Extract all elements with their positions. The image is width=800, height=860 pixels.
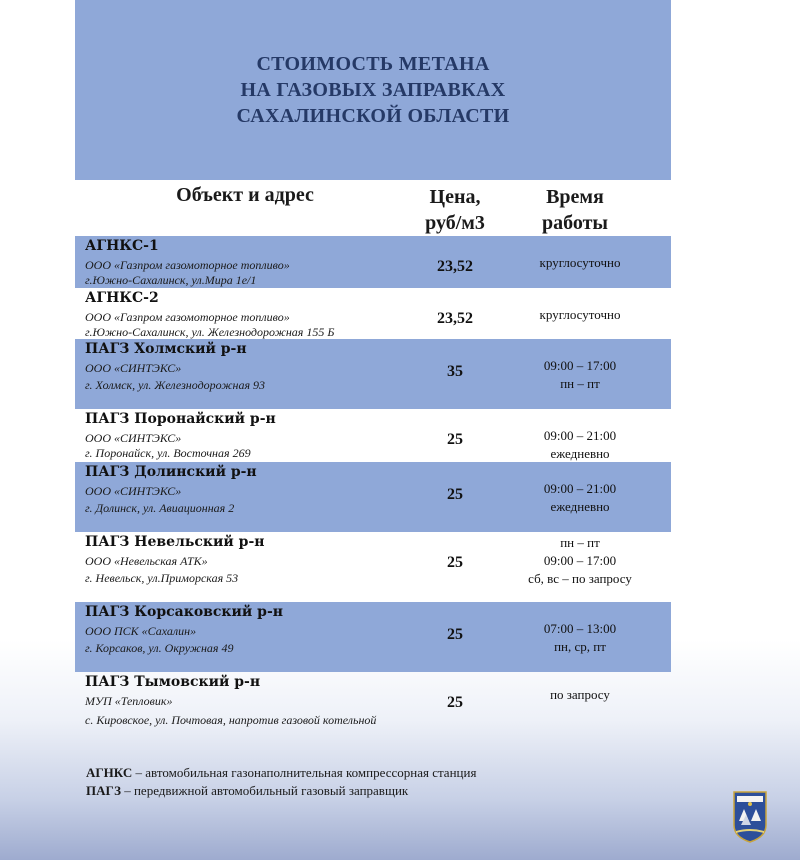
title-line-1: СТОИМОСТЬ МЕТАНА (256, 53, 490, 75)
station-price: 25 (447, 694, 463, 711)
column-hours-line-1: Время (546, 186, 604, 208)
station-name: ПАГЗ Поронайский р-н (85, 411, 276, 427)
station-price: 25 (447, 554, 463, 571)
legend-item (86, 764, 476, 782)
column-price (405, 184, 505, 236)
station-address: г. Невельск, ул.Приморская 53 (85, 571, 239, 585)
station-hours (515, 620, 645, 656)
hours-line: пн – пт (560, 376, 600, 391)
station-address: г.Южно-Сахалинск, ул. Железнодорожная 155 Б (85, 325, 335, 339)
column-price-line-1: Цена, (429, 186, 481, 208)
station-price: 25 (447, 486, 463, 503)
hours-line: 09:00 – 17:00 (543, 553, 617, 568)
station-org: ООО «Газпром газомоторное топливо» (85, 310, 290, 324)
station-price: 25 (447, 431, 463, 448)
hours-line: 09:00 – 17:00 (543, 358, 617, 373)
station-org: ООО «СИНТЭКС» (85, 431, 182, 445)
table-row (75, 288, 671, 339)
station-name: ПАГЗ Невельский р-н (85, 534, 265, 550)
hours-line: ежедневно (550, 446, 610, 461)
legend-text: – автомобильная газонаполнительная компрессорная станция (132, 765, 477, 780)
station-address: с. Кировское, ул. Почтовая, напротив газовой котельной (85, 713, 377, 727)
station-org: ООО «СИНТЭКС» (85, 484, 182, 498)
table-row (75, 532, 671, 602)
title-line-3: САХАЛИНСКОЙ ОБЛАСТИ (236, 105, 510, 127)
station-address: г.Южно-Сахалинск, ул.Мира 1е/1 (85, 273, 257, 287)
station-address: г. Холмск, ул. Железнодорожная 93 (85, 378, 266, 392)
table-row (75, 462, 671, 532)
hours-line: 09:00 – 21:00 (543, 428, 617, 443)
table-row (75, 672, 671, 752)
station-org: ООО «СИНТЭКС» (85, 361, 182, 375)
hours-line: пн, ср, пт (554, 639, 606, 654)
legend-abbr: АГНКС (86, 765, 133, 780)
legend-abbr: ПАГЗ (86, 783, 121, 798)
station-name: ПАГЗ Долинский р-н (85, 464, 257, 480)
hours-line: 09:00 – 21:00 (543, 481, 617, 496)
station-hours (515, 686, 645, 704)
station-org: ООО «Газпром газомоторное топливо» (85, 258, 290, 272)
hours-line: круглосуточно (539, 307, 621, 322)
station-address: г. Корсаков, ул. Окружная 49 (85, 641, 234, 655)
station-price: 23,52 (437, 258, 473, 275)
column-object: Объект и адрес (176, 184, 314, 206)
title-line-2: НА ГАЗОВЫХ ЗАПРАВКАХ (240, 79, 506, 101)
hours-line: ежедневно (550, 499, 610, 514)
station-address: г. Долинск, ул. Авиационная 2 (85, 501, 235, 515)
stations-table (75, 236, 671, 752)
table-row (75, 409, 671, 462)
station-hours (515, 306, 645, 324)
station-hours (515, 254, 645, 272)
station-address: г. Поронайск, ул. Восточная 269 (85, 446, 251, 460)
station-price: 35 (447, 363, 463, 380)
table-row (75, 339, 671, 409)
station-org: МУП «Тепловик» (85, 694, 173, 708)
station-name: ПАГЗ Тымовский р-н (85, 674, 261, 690)
hours-line: 07:00 – 13:00 (543, 621, 617, 636)
station-hours (515, 357, 645, 393)
legend-text: – передвижной автомобильный газовый заправщик (120, 783, 409, 798)
hours-line: по запросу (550, 687, 610, 702)
hours-line: пн – пт (560, 535, 600, 550)
sakhalin-coat-of-arms-icon (733, 791, 767, 843)
column-price-line-2: руб/м3 (425, 212, 485, 234)
station-name: АГНКС-2 (85, 290, 159, 306)
table-row (75, 236, 671, 288)
station-price: 25 (447, 626, 463, 643)
station-price: 23,52 (437, 310, 473, 327)
station-name: ПАГЗ Корсаковский р-н (85, 604, 284, 620)
station-org: ООО ПСК «Сахалин» (85, 624, 197, 638)
station-org: ООО «Невельская АТК» (85, 554, 208, 568)
station-name: АГНКС-1 (85, 238, 159, 254)
abbreviations-legend (86, 764, 476, 800)
station-hours (515, 534, 645, 588)
column-hours-line-2: работы (541, 212, 609, 234)
header-banner (75, 0, 671, 180)
column-headers (75, 180, 671, 236)
hours-line: сб, вс – по запросу (528, 571, 632, 586)
hours-line: круглосуточно (539, 255, 621, 270)
station-name: ПАГЗ Холмский р-н (85, 341, 247, 357)
table-row (75, 602, 671, 672)
station-hours (515, 427, 645, 463)
station-hours (515, 480, 645, 516)
column-hours (515, 184, 635, 236)
legend-item (86, 782, 476, 800)
